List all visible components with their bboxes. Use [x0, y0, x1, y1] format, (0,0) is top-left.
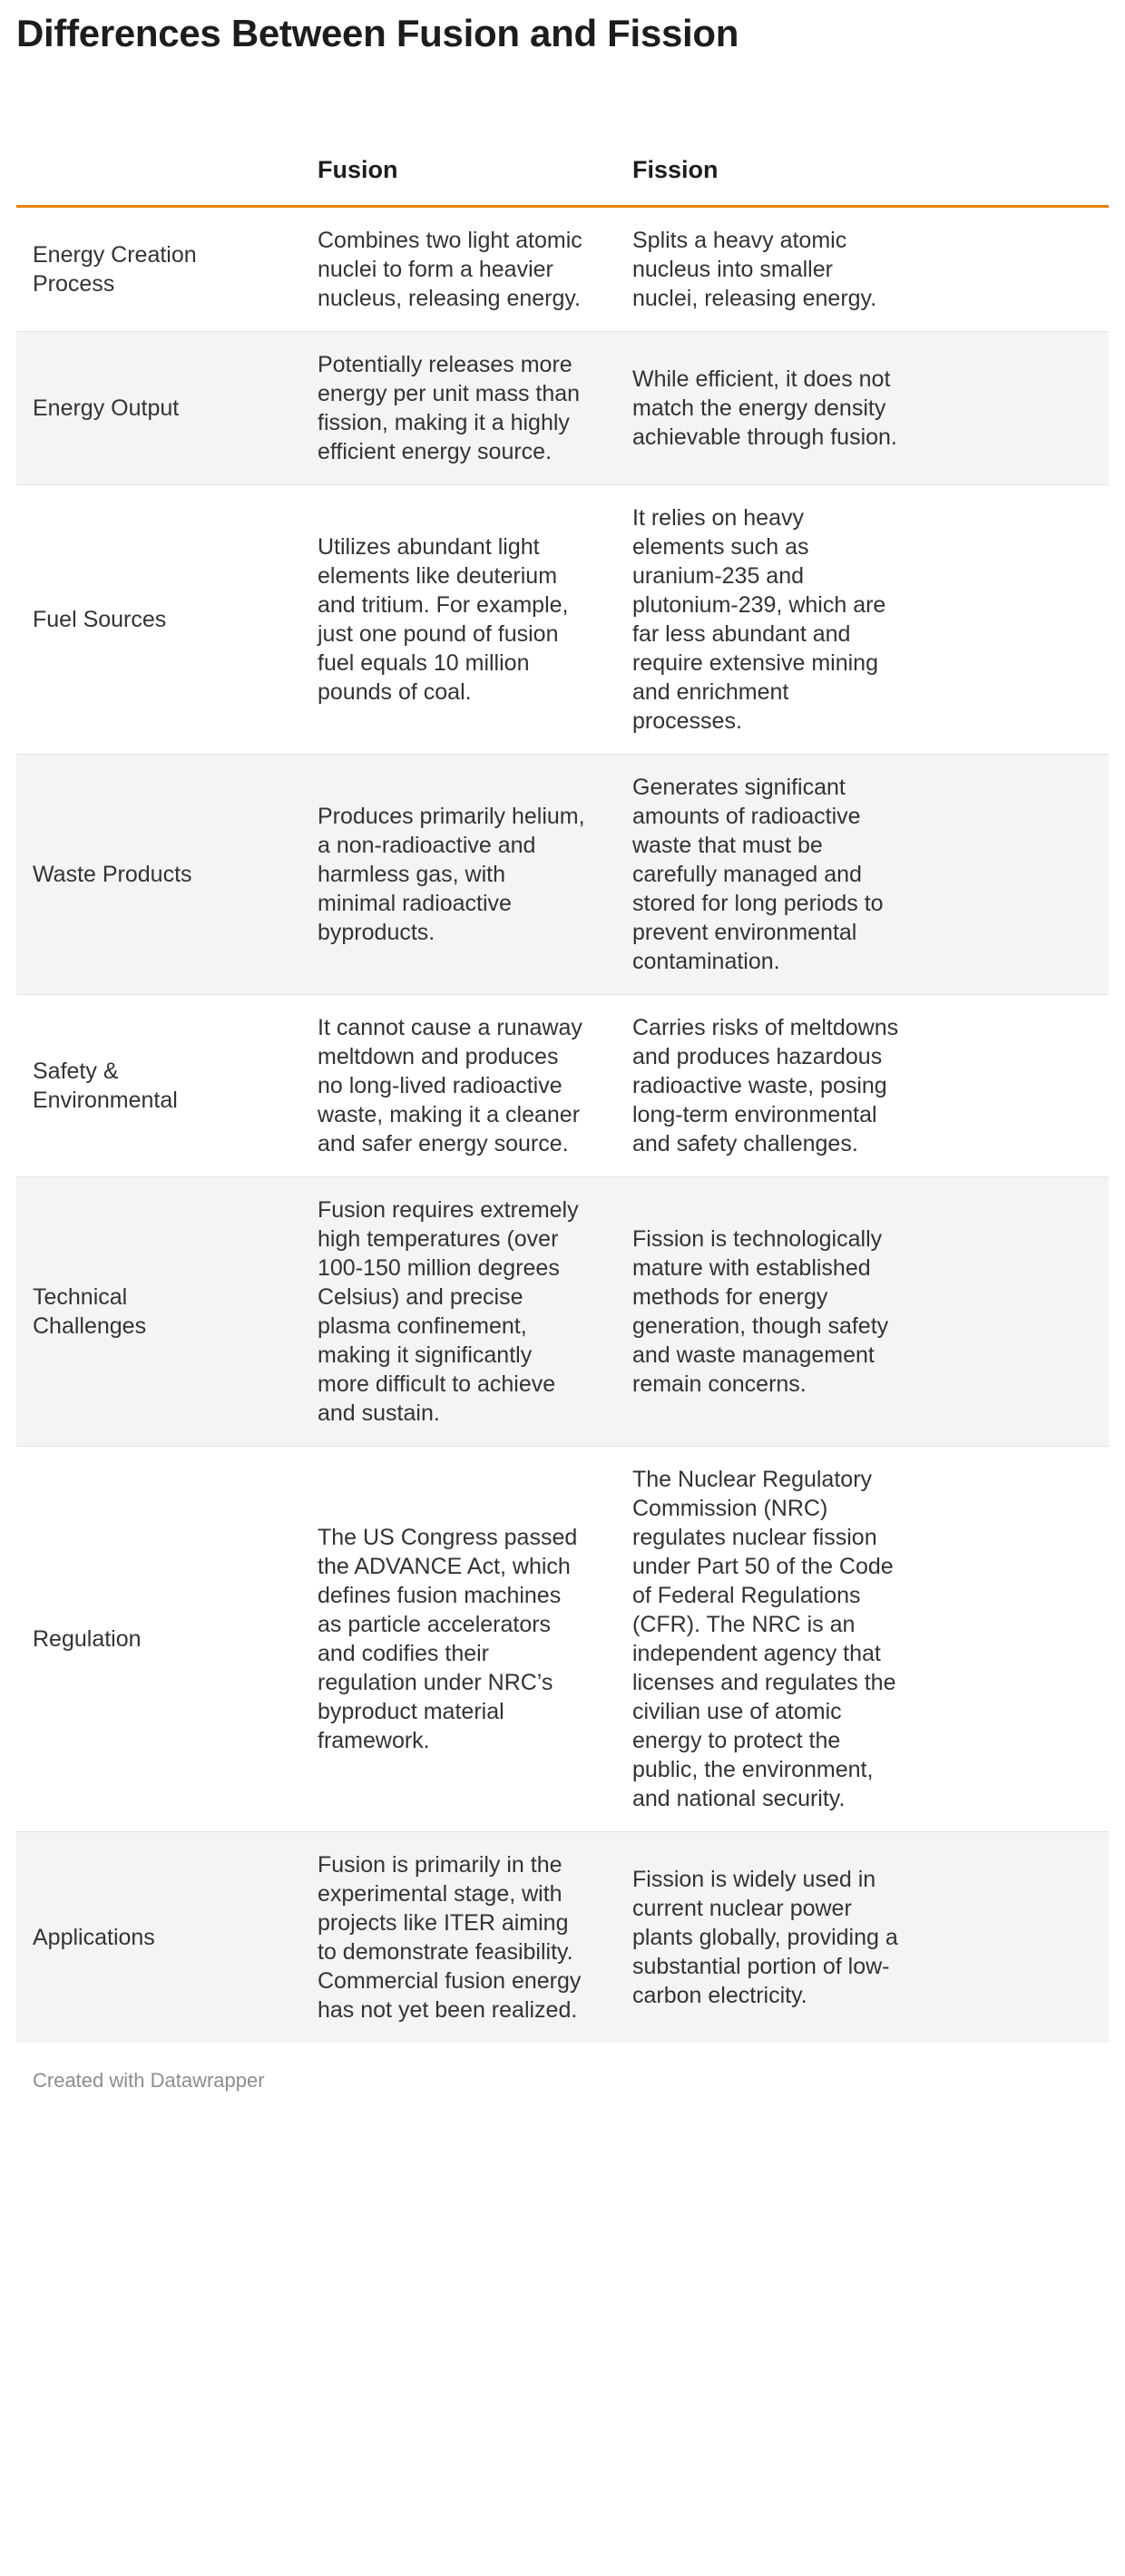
row-label-cell [16, 995, 318, 1177]
fusion-cell-text: Potentially releases more energy per unit mass than fission, making it a highly efficient energy source. [318, 352, 581, 464]
fission-cell-text: While efficient, it does not match the energy density achievable through fusion. [632, 366, 897, 450]
fusion-cell [318, 1832, 632, 2044]
table-row [16, 485, 1109, 755]
fusion-cell-text: Fusion is primarily in the experimental stage, with projects like ITER aiming to demonstrate feasibility. Commercial fusion energy has not yet been realized. [318, 1852, 582, 2023]
datawrapper-credit[interactable]: Created with Datawrapper [33, 2069, 265, 2092]
table-body [16, 207, 1109, 2044]
table-row [16, 1447, 1109, 1832]
table-row [16, 755, 1109, 995]
fusion-cell-text: Fusion requires extremely high temperatures (over 100-150 million degrees Celsius) and precise plasma confinement, making it significantly more difficult to achieve and sustain. [318, 1197, 579, 1426]
fusion-cell [318, 995, 632, 1177]
page-title: Differences Between Fusion and Fission [16, 12, 739, 54]
fusion-cell [318, 485, 632, 755]
fusion-cell-text: Combines two light atomic nuclei to form a heavier nucleus, releasing energy. [318, 228, 582, 311]
table-row [16, 1832, 1109, 2044]
fission-cell-text: Fission is widely used in current nuclear power plants globally, providing a substantial portion of low-carbon electricity. [632, 1867, 898, 2008]
row-label: Waste Products [33, 862, 192, 887]
fusion-cell-text: Produces primarily helium, a non-radioactive and harmless gas, with minimal radioactive byproducts. [318, 804, 585, 945]
fission-cell-text: Generates significant amounts of radioactive waste that must be carefully managed and stored for long periods to prevent environmental contamination. [632, 775, 884, 974]
fission-cell-text: Splits a heavy atomic nucleus into smaller nuclei, releasing energy. [632, 228, 877, 311]
fission-cell [632, 1832, 1109, 2044]
row-label: Safety & Environmental [33, 1059, 178, 1113]
fusion-cell [318, 332, 632, 485]
row-label: Regulation [33, 1626, 142, 1652]
table-row [16, 995, 1109, 1177]
column-header-blank [16, 154, 318, 207]
column-header-fission: Fission [632, 156, 719, 183]
fusion-cell-text: The US Congress passed the ADVANCE Act, which defines fusion machines as particle accelerators and codifies their regulation under NRC’s byproduct material framework. [318, 1525, 578, 1753]
fusion-cell-text: Utilizes abundant light elements like deuterium and tritium. For example, just one pound of fusion fuel equals 10 million pounds of coal. [318, 534, 569, 705]
fission-cell [632, 485, 1109, 755]
row-label-cell [16, 332, 318, 485]
table-row [16, 1177, 1109, 1447]
fission-cell [632, 995, 1109, 1177]
fusion-cell [318, 755, 632, 995]
chart-container [0, 11, 1125, 2093]
fission-cell [632, 1447, 1109, 1832]
fission-cell [632, 207, 1109, 332]
column-header-fusion: Fusion [318, 156, 398, 183]
comparison-table [16, 154, 1109, 2043]
row-label: Applications [33, 1925, 155, 1950]
fission-cell-text: Fission is technologically mature with established methods for energy generation, though safety and waste management remain concerns. [632, 1226, 889, 1397]
fission-cell-text: Carries risks of meltdowns and produces hazardous radioactive waste, posing long-term environmental and safety challenges. [632, 1015, 899, 1156]
row-label: Energy Output [33, 395, 180, 421]
fission-cell-text: It relies on heavy elements such as uranium-235 and plutonium-239, which are far less abundant and require extensive mining and enrichment processes. [632, 505, 886, 734]
row-label-cell [16, 207, 318, 332]
fission-cell-text: The Nuclear Regulatory Commission (NRC) regulates nuclear fission under Part 50 of the Code of Federal Regulations (CFR). The NRC is an independent agency that licenses and regulates the civilian use of atomic energy to protect the public, the environment, and national security. [632, 1467, 896, 1811]
fusion-cell [318, 1447, 632, 1832]
table-row [16, 332, 1109, 485]
row-label: Technical Challenges [33, 1284, 147, 1339]
fission-cell [632, 755, 1109, 995]
table-row [16, 207, 1109, 332]
fusion-cell [318, 1177, 632, 1447]
fission-cell [632, 1177, 1109, 1447]
fusion-cell [318, 207, 632, 332]
fusion-cell-text: It cannot cause a runaway meltdown and produces no long-lived radioactive waste, making it a cleaner and safer energy source. [318, 1015, 582, 1156]
row-label-cell [16, 485, 318, 755]
row-label-cell [16, 1447, 318, 1832]
row-label-cell [16, 1177, 318, 1447]
row-label-cell [16, 755, 318, 995]
row-label: Energy Creation Process [33, 242, 197, 297]
fission-cell [632, 332, 1109, 485]
row-label-cell [16, 1832, 318, 2044]
row-label: Fuel Sources [33, 607, 167, 632]
table-header [16, 154, 1109, 207]
